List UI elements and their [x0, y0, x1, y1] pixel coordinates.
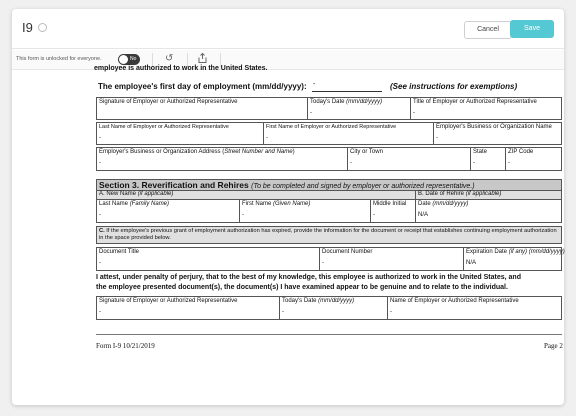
field-label: Document Number: [322, 249, 373, 255]
i9-form-page: [82, 65, 565, 389]
label-text: B. Date of Rehire: [418, 191, 466, 197]
field-value: -: [390, 309, 392, 315]
section-3c-instructions: [96, 226, 562, 244]
field-label: Last Name of Employer or Authorized Representative: [99, 124, 229, 130]
field-value: -: [350, 160, 352, 166]
field-value: -: [282, 309, 284, 315]
employer-signature-field[interactable]: [96, 97, 308, 120]
middle-initial-field[interactable]: [370, 199, 416, 223]
section-3-date-field[interactable]: [279, 296, 388, 320]
field-label: Document Title: [99, 249, 140, 255]
rehire-date-field[interactable]: [415, 199, 562, 223]
section-3-name-field[interactable]: [387, 296, 562, 320]
field-value: -: [373, 212, 375, 218]
label-letter: C.: [99, 228, 105, 234]
field-label: Middle Initial: [373, 201, 407, 207]
undo-icon[interactable]: ↺: [165, 53, 174, 64]
label-text: Today's Date: [310, 99, 347, 105]
label-text: Employer's Business or Organization Address (: [99, 149, 225, 155]
document-number-field[interactable]: [319, 247, 464, 271]
label-italic: (mm/dd/yyyy): [318, 298, 355, 304]
toggle-knob: [119, 55, 128, 64]
field-label: Employer's Business or Organization Name: [436, 124, 552, 130]
field-value: -: [99, 160, 101, 166]
field-label: ZIP Code: [508, 149, 534, 155]
field-value: -: [310, 110, 312, 116]
field-value: N/A: [418, 212, 429, 218]
info-icon[interactable]: [38, 23, 47, 32]
share-icon-graphic: [198, 53, 207, 63]
field-value: N/A: [466, 260, 477, 266]
label-italic: (if applicable): [137, 191, 174, 197]
field-label: [99, 228, 561, 242]
field-label: [242, 201, 310, 207]
field-value: -: [242, 212, 244, 218]
field-value: -: [99, 260, 101, 266]
expiration-date-field[interactable]: [463, 247, 565, 271]
new-first-name-field[interactable]: [239, 199, 371, 223]
field-label: Name of Employer or Authorized Representative: [390, 298, 519, 304]
cutoff-text: employee is authorized to work in the United States.: [94, 65, 268, 72]
save-button[interactable]: Save: [510, 20, 554, 38]
field-value: -: [322, 260, 324, 266]
field-label: [310, 99, 382, 105]
field-label: [466, 249, 565, 255]
field-label: First Name of Employer or Authorized Representative: [266, 124, 397, 130]
field-label: [418, 201, 468, 207]
city-field[interactable]: [347, 147, 471, 171]
field-value: -: [99, 309, 101, 315]
section-3-signature-field[interactable]: [96, 296, 280, 320]
page-number: Page 2: [544, 342, 563, 350]
field-value: -: [99, 135, 101, 141]
employer-address-field[interactable]: [96, 147, 348, 171]
field-value: -: [266, 135, 268, 141]
field-label: Title of Employer or Authorized Representative: [413, 99, 537, 105]
section-3-title: [99, 180, 475, 190]
form-footer-id: Form I-9 10/21/2019: [96, 342, 155, 350]
field-label: State: [473, 149, 488, 155]
attestation-line-1: I attest, under penalty of perjury, that to the best of my knowledge, this employee is authorized to work in the United States, and: [96, 274, 521, 281]
label-text: If the employee's previous grant of employment authorization has expired, provide the information for the document or receipt that establishes continuing employment authorization in the space provided below.: [99, 228, 557, 241]
employer-first-name-field[interactable]: [263, 122, 434, 145]
page-title: I9: [22, 20, 33, 35]
label-text: Date: [418, 201, 433, 207]
todays-date-field[interactable]: [307, 97, 411, 120]
field-label: [99, 191, 173, 197]
first-day-instructions: (See instructions for exemptions): [390, 82, 518, 91]
label-text: Today's Date: [282, 298, 319, 304]
label-italic: Street Number and Name: [224, 149, 293, 155]
first-day-value: -: [313, 81, 316, 88]
toggle-label: No: [130, 56, 137, 62]
unlock-status-text: This form is unlocked for everyone.: [16, 56, 102, 62]
document-title-field[interactable]: [96, 247, 320, 271]
field-value: -: [508, 160, 510, 166]
footer-divider: [96, 334, 562, 335]
attestation-line-2: the employee presented document(s), the document(s) I have examined appear to be genuine and to relate to the individual.: [96, 284, 508, 291]
label-italic: (mm/dd/yyyy): [432, 201, 469, 207]
label-italic: (if any) (mm/dd/yyyy): [508, 249, 565, 255]
field-label: Signature of Employer or Authorized Representative: [99, 298, 238, 304]
label-unit: (mm/dd/yyyy): [346, 99, 383, 105]
label-italic: (if applicable): [465, 191, 502, 197]
form-card: [12, 9, 564, 405]
field-label: [99, 149, 295, 155]
field-label: [418, 191, 501, 197]
field-value: -: [413, 110, 415, 116]
state-field[interactable]: [470, 147, 506, 171]
field-label: [282, 298, 354, 304]
label-text: A. New Name: [99, 191, 138, 197]
label-italic: (Given Name): [273, 201, 311, 207]
label-italic: (Family Name): [129, 201, 170, 207]
field-label: [99, 201, 169, 207]
field-value: -: [436, 135, 438, 141]
lock-toggle[interactable]: [118, 54, 140, 65]
employer-title-field[interactable]: [410, 97, 562, 120]
first-day-label: The employee's first day of employment (mm/dd/yyyy):: [98, 82, 307, 91]
label-text: Last Name: [99, 201, 130, 207]
cancel-button[interactable]: Cancel: [464, 21, 512, 39]
label-text: First Name: [242, 201, 274, 207]
zip-field[interactable]: [505, 147, 562, 171]
employer-org-name-field[interactable]: [433, 122, 562, 145]
header-bar: [12, 9, 564, 49]
new-last-name-field[interactable]: [96, 199, 240, 223]
label-text: Expiration Date: [466, 249, 509, 255]
field-value: -: [473, 160, 475, 166]
employer-last-name-field[interactable]: [96, 122, 264, 145]
section-subtitle: (To be completed and signed by employer or authorized representative.): [251, 183, 475, 190]
section-title-text: Section 3. Reverification and Rehires: [99, 180, 252, 190]
field-label: Signature of Employer or Authorized Representative: [99, 99, 238, 105]
first-day-field[interactable]: [312, 91, 382, 92]
label-suffix: ): [292, 149, 295, 155]
field-value: -: [99, 212, 101, 218]
field-label: City or Town: [350, 149, 383, 155]
